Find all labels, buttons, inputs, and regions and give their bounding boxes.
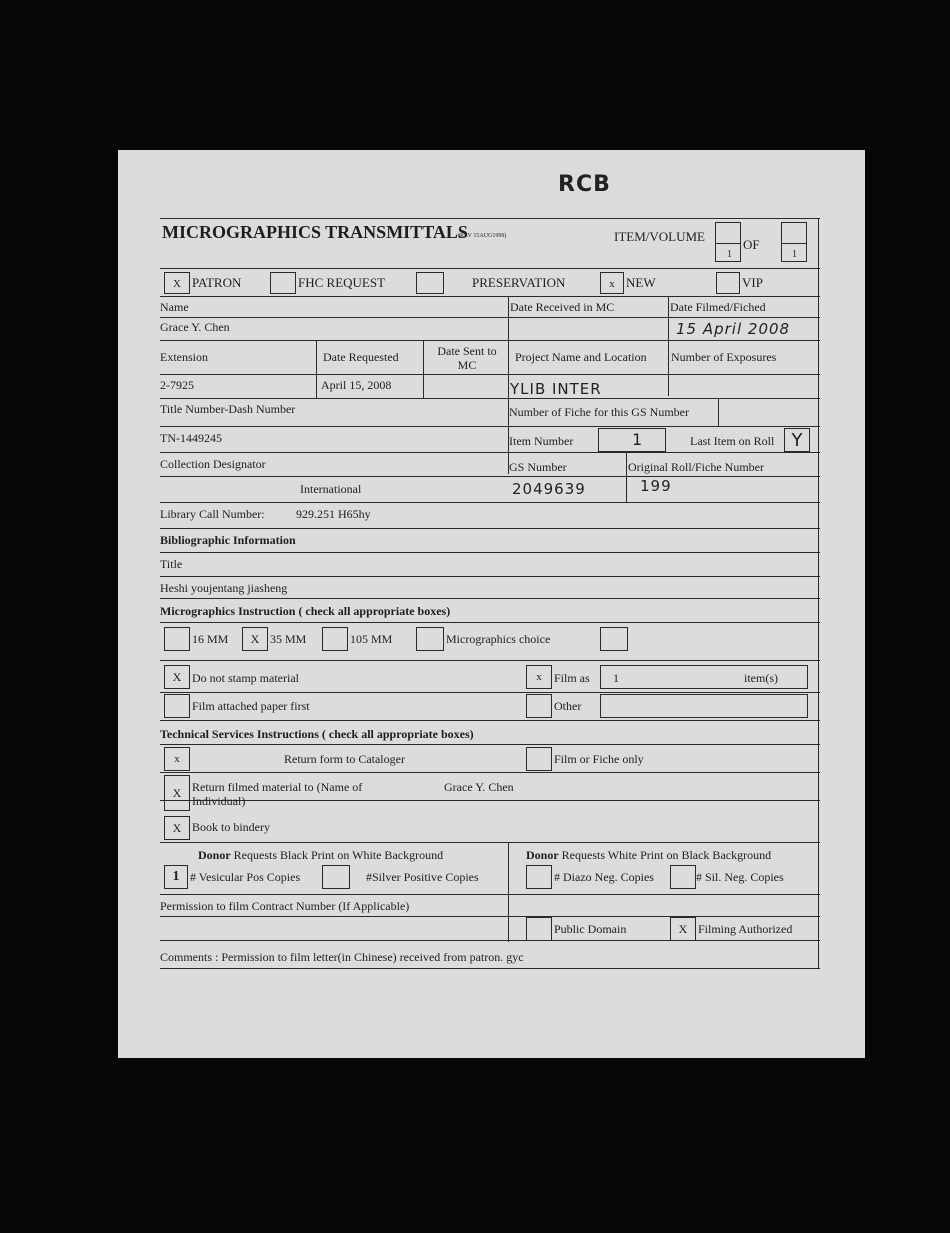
bibliographic-heading: Bibliographic Information	[160, 533, 296, 547]
technical-heading: Technical Services Instructions ( check all appropriate boxes)	[160, 727, 474, 741]
fhc-request-label: FHC REQUEST	[298, 275, 386, 290]
no-stamp-checkbox[interactable]: X	[164, 665, 190, 689]
original-roll-label: Original Roll/Fiche Number	[628, 460, 764, 474]
date-received-label: Date Received in MC	[510, 300, 615, 314]
film-as-checkbox[interactable]: x	[526, 665, 552, 689]
mm35-label: 35 MM	[270, 632, 307, 646]
project-label: Project Name and Location	[515, 350, 647, 364]
film-only-checkbox[interactable]	[526, 747, 552, 771]
micrographics-heading: Micrographics Instruction ( check all appropriate boxes)	[160, 604, 451, 618]
other-checkbox[interactable]	[526, 694, 552, 718]
donor-white-heading: Donor Requests White Print on Black Background	[526, 848, 772, 862]
sil-neg-label: # Sil. Neg. Copies	[696, 870, 784, 884]
bindery-checkbox[interactable]: X	[164, 816, 190, 840]
form-title: MICROGRAPHICS TRANSMITTALS	[162, 222, 468, 242]
micrographics-choice-box[interactable]	[600, 627, 628, 651]
title-number-value[interactable]: TN-1449245	[160, 431, 222, 445]
preservation-checkbox[interactable]	[416, 272, 444, 294]
project-value[interactable]: YLIB INTER	[510, 380, 602, 398]
extension-value[interactable]: 2-7925	[160, 378, 194, 392]
date-requested-value[interactable]: April 15, 2008	[321, 378, 392, 392]
filming-authorized-checkbox[interactable]: X	[670, 917, 696, 941]
filming-authorized-label: Filming Authorized	[698, 922, 793, 936]
date-requested-label: Date Requested	[323, 350, 399, 364]
form-revision: (REV 15AUG1999)	[458, 233, 507, 239]
of-label: OF	[743, 237, 760, 252]
name-label: Name	[160, 300, 189, 314]
title-value[interactable]: Heshi youjentang jiasheng	[160, 581, 288, 595]
date-sent-label: Date Sent to MC	[437, 344, 497, 372]
return-filmed-label: Return filmed material to (Name of Individual)	[192, 780, 363, 808]
item-volume-value: 1	[727, 249, 732, 260]
mm105-checkbox[interactable]	[322, 627, 348, 651]
title-label: Title	[160, 557, 183, 571]
library-call-label: Library Call Number:	[160, 507, 265, 521]
silver-box[interactable]	[322, 865, 350, 889]
rcb-stamp: RCB	[558, 172, 611, 197]
film-only-label: Film or Fiche only	[554, 752, 644, 766]
film-as-unit: item(s)	[744, 671, 778, 685]
sil-neg-box[interactable]	[670, 865, 696, 889]
item-volume-label: ITEM/VOLUME	[614, 229, 705, 244]
new-checkbox[interactable]: x	[600, 272, 624, 294]
public-domain-label: Public Domain	[554, 922, 627, 936]
other-label: Other	[554, 699, 582, 713]
mm16-label: 16 MM	[192, 632, 229, 646]
mm16-checkbox[interactable]	[164, 627, 190, 651]
permission-label: Permission to film Contract Number (If Applicable)	[160, 899, 410, 913]
patron-checkbox[interactable]: X	[164, 272, 190, 294]
new-label: NEW	[626, 275, 656, 290]
comments-text[interactable]: Comments : Permission to film letter(in Chinese) received from patron. gyc	[160, 950, 524, 964]
original-roll-value[interactable]: 199	[640, 477, 672, 495]
extension-label: Extension	[160, 350, 208, 364]
item-number-label: Item Number	[509, 434, 574, 448]
return-form-checkbox[interactable]: x	[164, 747, 190, 771]
fhc-request-checkbox[interactable]	[270, 272, 296, 294]
no-stamp-label: Do not stamp material	[192, 671, 299, 685]
collection-value[interactable]: International	[300, 482, 362, 496]
preservation-label: PRESERVATION	[472, 275, 566, 290]
library-call-value[interactable]: 929.251 H65hy	[296, 507, 371, 521]
diazo-label: # Diazo Neg. Copies	[554, 870, 654, 884]
gs-number-label: GS Number	[509, 460, 567, 474]
collection-label: Collection Designator	[160, 457, 266, 471]
return-form-label: Return form to Cataloger	[284, 752, 405, 766]
public-domain-checkbox[interactable]	[526, 917, 552, 941]
transmittal-form-page	[118, 150, 865, 1058]
bindery-label: Book to bindery	[192, 820, 270, 834]
silver-label: #Silver Positive Copies	[366, 870, 479, 884]
micrographics-choice-label: Micrographics choice	[446, 632, 551, 646]
item-number-value: 1	[632, 430, 644, 449]
return-filmed-value[interactable]: Grace Y. Chen	[444, 780, 514, 794]
date-filmed-label: Date Filmed/Fiched	[670, 300, 766, 314]
return-filmed-checkbox[interactable]: X	[164, 775, 190, 811]
attached-first-label: Film attached paper first	[192, 699, 310, 713]
film-as-label: Film as	[554, 671, 590, 685]
name-value[interactable]: Grace Y. Chen	[160, 320, 230, 334]
exposures-label: Number of Exposures	[671, 350, 777, 364]
vesicular-box[interactable]: 1	[164, 865, 188, 889]
other-input[interactable]	[600, 694, 808, 718]
last-item-box[interactable]: Y	[784, 428, 810, 452]
mm35-checkbox[interactable]: X	[242, 627, 268, 651]
patron-label: PATRON	[192, 275, 242, 290]
film-as-value: 1	[613, 671, 619, 685]
fiche-label: Number of Fiche for this GS Number	[509, 405, 689, 419]
donor-black-heading: Donor Requests Black Print on White Background	[198, 848, 444, 862]
last-item-label: Last Item on Roll	[690, 434, 775, 448]
date-filmed-value[interactable]: 15 April 2008	[676, 320, 791, 338]
micrographics-choice-checkbox[interactable]	[416, 627, 444, 651]
of-value: 1	[792, 249, 797, 260]
vesicular-label: # Vesicular Pos Copies	[190, 870, 301, 884]
diazo-box[interactable]	[526, 865, 552, 889]
mm105-label: 105 MM	[350, 632, 393, 646]
vip-checkbox[interactable]	[716, 272, 740, 294]
attached-first-checkbox[interactable]	[164, 694, 190, 718]
title-number-label: Title Number-Dash Number	[160, 402, 296, 416]
gs-number-value[interactable]: 2049639	[512, 480, 586, 498]
vip-label: VIP	[742, 275, 763, 290]
